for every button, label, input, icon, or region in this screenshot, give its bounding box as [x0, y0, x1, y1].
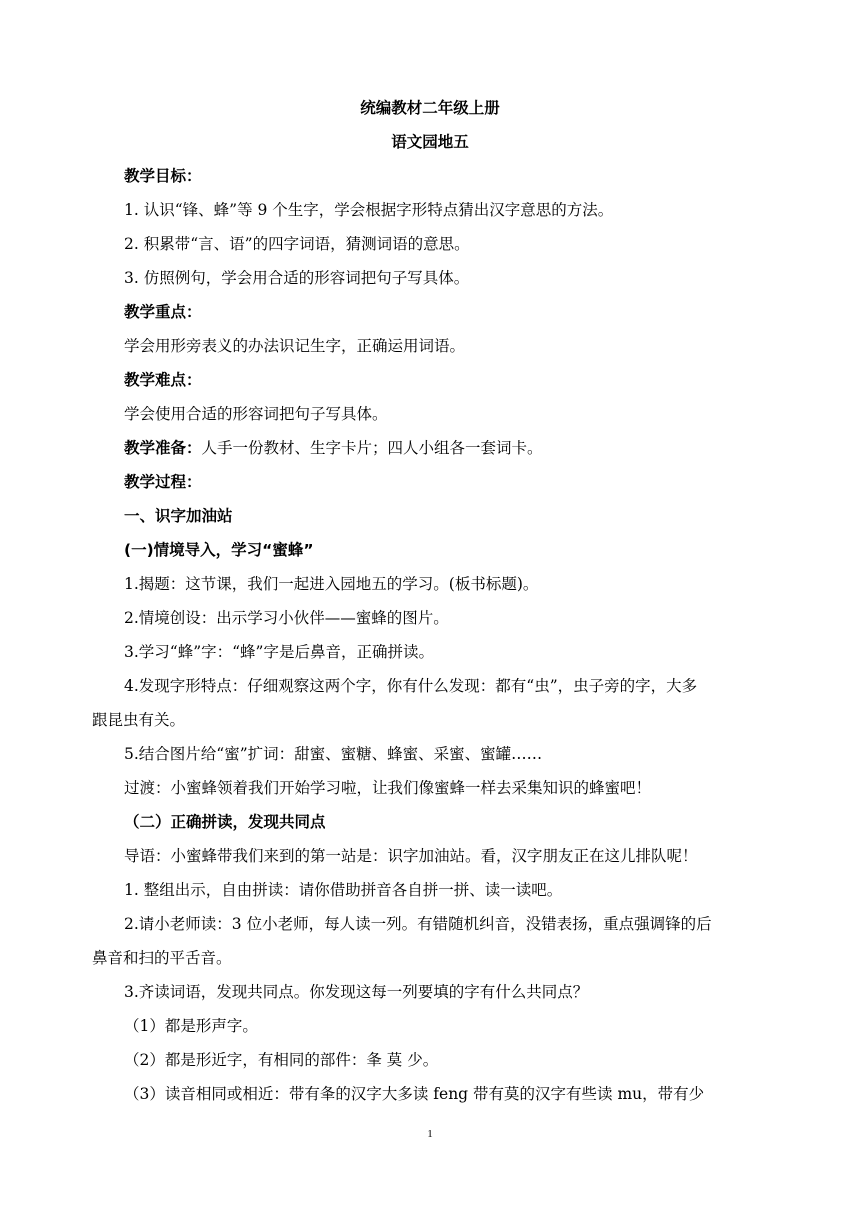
subsection-heading: (一)情境导入，学习“蜜蜂” — [124, 541, 314, 559]
document-title: 统编教材二年级上册 — [360, 99, 500, 117]
objective-item: 3. 仿照例句，学会用合适的形容词把句子写具体。 — [124, 269, 470, 287]
key-points-heading: 教学重点： — [124, 303, 202, 321]
paragraph-line: 4.发现字形特点：仔细观察这两个字，你有什么发现：都有“虫”，虫子旁的字，大多 — [124, 677, 698, 695]
paragraph-line: （2）都是形近字，有相同的部件：夆 莫 少。 — [124, 1051, 439, 1069]
preparation-line — [124, 438, 778, 458]
paragraph-line: 鼻音和扫的平舌音。 — [92, 949, 232, 967]
preparation-text: 人手一份教材、生字卡片；四人小组各一套词卡。 — [201, 439, 543, 457]
objective-item: 2. 积累带“言、语”的四字词语，猜测词语的意思。 — [124, 235, 470, 253]
paragraph-line: （1）都是形声字。 — [124, 1017, 258, 1035]
paragraph-line: （3）读音相同或相近：带有夆的汉字大多读 feng 带有莫的汉字有些读 mu，带有少 — [124, 1085, 705, 1103]
paragraph-line: 导语：小蜜蜂带我们来到的第一站是：识字加油站。看，汉字朋友正在这儿排队呢！ — [124, 847, 698, 865]
paragraph-line: 3.齐读词语，发现共同点。你发现这每一列要填的字有什么共同点？ — [124, 983, 589, 1001]
objectives-heading: 教学目标： — [124, 167, 202, 185]
paragraph-line: 5.结合图片给“蜜”扩词：甜蜜、蜜糖、蜂蜜、采蜜、蜜罐…… — [124, 745, 543, 763]
difficulty-heading: 教学难点： — [124, 371, 202, 389]
key-points-text: 学会用形旁表义的办法识记生字，正确运用词语。 — [124, 337, 466, 355]
page-number: 1 — [427, 1128, 433, 1140]
process-heading: 教学过程： — [124, 473, 202, 491]
document-subtitle: 语文园地五 — [391, 133, 469, 151]
paragraph-line: 1.揭题：这节课，我们一起进入园地五的学习。(板书标题)。 — [124, 575, 539, 593]
paragraph-line: 跟昆虫有关。 — [92, 711, 186, 729]
paragraph-line: 过渡：小蜜蜂领着我们开始学习啦，让我们像蜜蜂一样去采集知识的蜂蜜吧！ — [124, 779, 652, 797]
section-heading: 一、识字加油站 — [124, 507, 233, 525]
difficulty-text: 学会使用合适的形容词把句子写具体。 — [124, 405, 388, 423]
objective-item: 1. 认识“锋、蜂”等 9 个生字，学会根据字形特点猜出汉字意思的方法。 — [124, 201, 614, 219]
paragraph-line: 2.请小老师读：3 位小老师，每人读一列。有错随机纠音，没错表扬，重点强调锋的后 — [124, 915, 712, 933]
paragraph-line: 3.学习“蜂”字：“蜂”字是后鼻音，正确拼读。 — [124, 643, 434, 661]
paragraph-line: 2.情境创设：出示学习小伙伴——蜜蜂的图片。 — [124, 609, 449, 627]
subsection-heading: （二）正确拼读，发现共同点 — [124, 813, 326, 831]
preparation-heading: 教学准备： — [124, 439, 202, 457]
paragraph-line: 1. 整组出示，自由拼读：请你借助拼音各自拼一拼、读一读吧。 — [124, 881, 563, 899]
